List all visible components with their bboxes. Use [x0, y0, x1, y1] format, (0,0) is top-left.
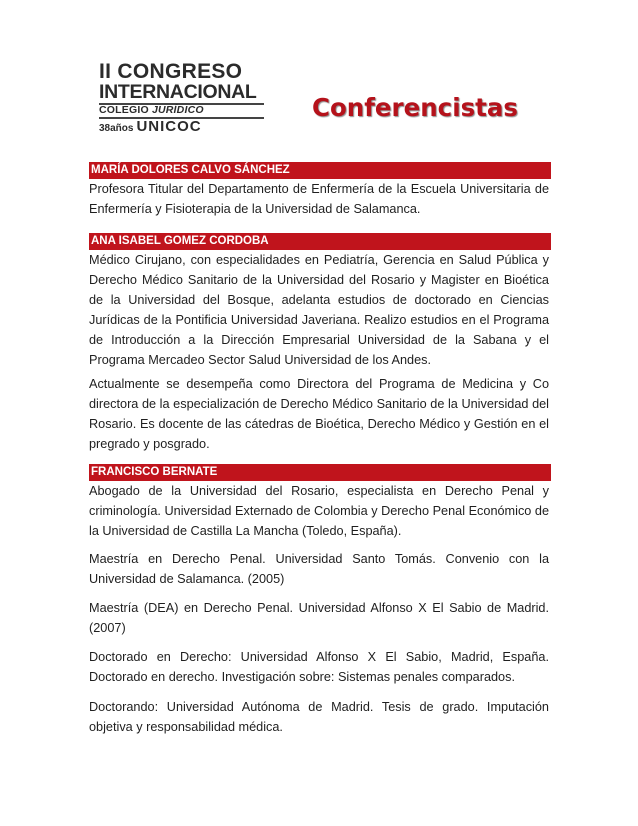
speaker-bio-paragraph: Maestría (DEA) en Derecho Penal. Universidad Alfonso X El Sabio de Madrid. (2007)	[89, 601, 549, 635]
speaker-bio-paragraph: Doctorado en Derecho: Universidad Alfonso X El Sabio, Madrid, España. Doctorado en derecho. Investigación sobre: Sistemas penales comparados.	[89, 650, 549, 684]
logo-line-4	[99, 118, 202, 135]
logo-line-3	[99, 104, 204, 116]
speaker-bio-paragraph: Actualmente se desempeña como Directora del Programa de Medicina y Co directora de la especialización de Derecho Médico Sanitario de la Universidad del Rosario. Es docente de las cátedras de Bioética, Derecho Médico y Gestión en el pregrado y posgrado.	[89, 377, 549, 451]
speaker-name-bar: FRANCISCO BERNATE	[89, 464, 551, 481]
speaker-bio-paragraph: Profesora Titular del Departamento de Enfermería de la Escuela Universitaria de Enfermería y Fisioterapia de la Universidad de Salamanca.	[89, 182, 549, 216]
congress-logo	[99, 60, 269, 138]
logo-line-1: II CONGRESO	[99, 60, 243, 83]
logo-juridico: JURÍDICO	[151, 104, 204, 116]
page-title: Conferencistas	[312, 93, 519, 122]
logo-unicoc: UNICOC	[136, 118, 202, 135]
speaker-bio-paragraph: Abogado de la Universidad del Rosario, especialista en Derecho Penal y criminología. Universidad Externado de Colombia y Derecho Penal Económico de la Universidad de Castilla La Mancha (Toledo, España).	[89, 484, 549, 538]
speaker-name-bar: MARÍA DOLORES CALVO SÁNCHEZ	[89, 162, 551, 179]
logo-colegio: COLEGIO	[99, 104, 149, 116]
logo-line-2: INTERNACIONAL	[99, 81, 257, 103]
speaker-bio-paragraph: Médico Cirujano, con especialidades en Pediatría, Gerencia en Salud Pública y Derecho Médico Sanitario de la Universidad del Rosario y Magister en Bioética de la Universidad del Bosque, adelanta estudios de doctorado en Ciencias Jurídicas de la Pontificia Universidad Javeriana. Realizo estudios en el Programa de Introducción a la Dirección Empresarial Universidad de la Sabana y el Programa Mercadeo Sector Salud Universidad de los Andes.	[89, 253, 549, 367]
logo-years: 38años	[99, 123, 134, 134]
speaker-bio-paragraph: Maestría en Derecho Penal. Universidad Santo Tomás. Convenio con la Universidad de Salamanca. (2005)	[89, 552, 549, 586]
speaker-name-bar: ANA ISABEL GOMEZ CORDOBA	[89, 233, 551, 250]
speaker-bio-paragraph: Doctorando: Universidad Autónoma de Madrid. Tesis de grado. Imputación objetiva y responsabilidad médica.	[89, 700, 549, 734]
